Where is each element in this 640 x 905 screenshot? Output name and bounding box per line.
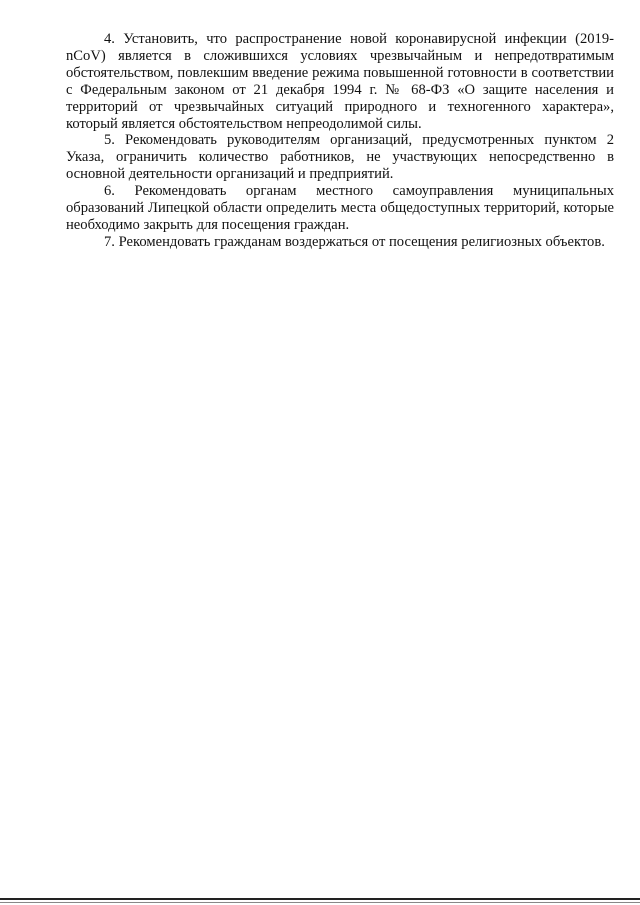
paragraph-4: 4. Установить, что распространение новой коронавирусной инфекции (2019-nCoV) является в сложившихся условиях чрезвычайным и непредотвратимым обстоятельством, повлекшим введение режима повышенной готовности в соответствии с Федеральным законом от 21 декабря 1994 г. № 68-ФЗ «О защите населения и территорий от чрезвычайных ситуаций природного и техногенного характера», который является обстоятельством непреодолимой силы. xyxy=(66,31,614,132)
paragraph-6: 6. Рекомендовать органам местного самоуправления муниципальных образований Липецкой области определить места общедоступных территорий, которые необходимо закрыть для посещения граждан. xyxy=(66,183,614,233)
document-body xyxy=(66,31,614,251)
bottom-scan-edge-divider xyxy=(0,898,640,900)
paragraph-5: 5. Рекомендовать руководителям организаций, предусмотренных пунктом 2 Указа, ограничить количество работников, не участвующих непосредственно в основной деятельности организаций и предприятий. xyxy=(66,132,614,183)
paragraph-7: 7. Рекомендовать гражданам воздержаться от посещения религиозных объектов. xyxy=(104,233,605,250)
bottom-scan-edge-shadow xyxy=(0,902,640,903)
